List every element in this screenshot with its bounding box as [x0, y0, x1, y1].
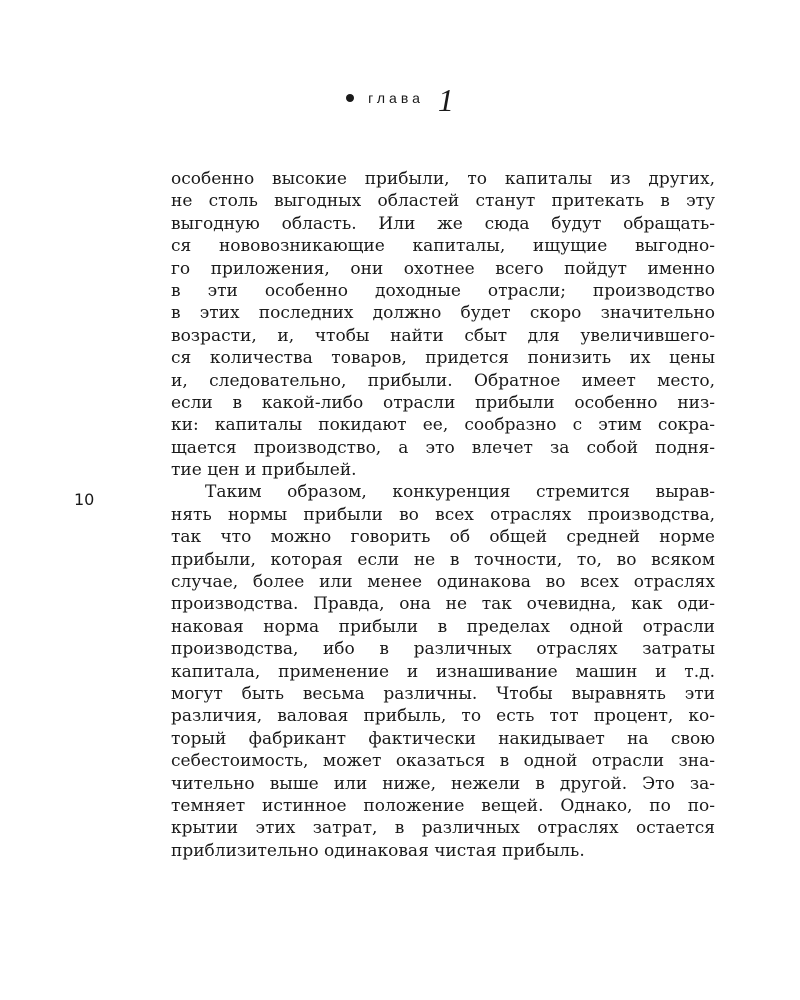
- text-line: наковая норма прибыли в пределах одной отрасли: [171, 616, 715, 637]
- text-line: различия, валовая прибыль, то есть тот процент, ко-: [171, 706, 715, 727]
- text-line: возрасти, и, чтобы найти сбыт для увеличившего-: [171, 325, 715, 346]
- text-line: и, следовательно, прибыли. Обратное имеет место,: [171, 370, 715, 391]
- text-line: производства. Правда, она не так очевидна, как оди-: [171, 594, 715, 615]
- text-line: в этих последних должно будет скоро значительно: [171, 303, 715, 324]
- text-line: если в какой-либо отрасли прибыли особенно низ-: [171, 392, 715, 413]
- text-line: капитала, применение и изнашивание машин и т.д.: [171, 661, 715, 682]
- margin-line-number: 10: [74, 490, 95, 509]
- text-line: прибыли, которая если не в точности, то, во всяком: [171, 549, 715, 570]
- text-line: нять нормы прибыли во всех отраслях производства,: [171, 504, 715, 525]
- text-line: ся количества товаров, придется понизить их цены: [171, 348, 715, 369]
- text-line: производства, ибо в различных отраслях затраты: [171, 639, 715, 660]
- text-line: Таким образом, конкуренция стремится вырав-: [205, 482, 715, 503]
- text-line: темняет истинное положение вещей. Однако, по по-: [171, 795, 715, 816]
- text-line: приблизительно одинаковая чистая прибыль.: [171, 840, 585, 861]
- text-line: так что можно говорить об общей средней норме: [171, 527, 715, 548]
- paragraph-1: [171, 168, 715, 481]
- text-line: торый фабрикант фактически накидывает на свою: [171, 728, 715, 749]
- chapter-label: глава: [368, 89, 424, 106]
- chapter-number: 1: [437, 82, 454, 118]
- text-line: тие цен и прибылей.: [171, 460, 357, 481]
- text-line: в эти особенно доходные отрасли; производство: [171, 280, 715, 301]
- text-line: выгодную область. Или же сюда будут обращать-: [171, 213, 715, 234]
- text-line: себестоимость, может оказаться в одной отрасли зна-: [171, 751, 715, 772]
- text-line: особенно высокие прибыли, то капиталы из других,: [171, 169, 715, 189]
- text-line: могут быть весьма различны. Чтобы выравнять эти: [171, 683, 715, 704]
- text-line: не столь выгодных областей станут притекать в эту: [171, 191, 715, 212]
- text-line: го приложения, они охотнее всего пойдут именно: [171, 258, 715, 279]
- text-line: ки: капиталы покидают ее, сообразно с этим сокра-: [171, 415, 715, 436]
- text-line: щается производство, а это влечет за собой подня-: [171, 437, 715, 458]
- text-line: чительно выше или ниже, нежели в другой. Это за-: [171, 773, 715, 794]
- text-line: случае, более или менее одинакова во всех отраслях: [171, 572, 715, 593]
- text-line: крытии этих затрат, в различных отраслях остается: [171, 818, 715, 839]
- text-line: ся нововозникающие капиталы, ищущие выгодно-: [171, 236, 715, 257]
- paragraph-2: [171, 481, 715, 862]
- bullet-icon: [346, 94, 354, 102]
- body-text: [171, 168, 715, 862]
- chapter-header: [0, 82, 800, 122]
